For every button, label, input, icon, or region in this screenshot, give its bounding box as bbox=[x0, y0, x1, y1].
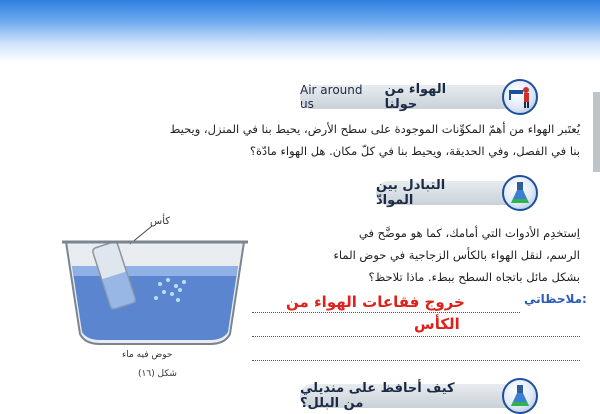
section2-title: التبادل بين الموادّ bbox=[376, 178, 446, 208]
section-header-napkin bbox=[300, 381, 522, 411]
basin-label: حوض فيه ماء bbox=[122, 350, 173, 360]
notes-line-1 bbox=[252, 312, 520, 313]
section2-instructions bbox=[252, 222, 580, 288]
section-title-en: Air around us bbox=[300, 83, 363, 111]
section-title-ar: الهواء من حولنا bbox=[384, 82, 447, 112]
flask-icon bbox=[502, 175, 538, 211]
header-band bbox=[0, 0, 600, 62]
notes-label: ملاحظاتي: bbox=[524, 292, 587, 306]
instr-line1: اِستخدِم الأدوات التي أمامك، كما هو موضَّح في bbox=[358, 226, 580, 240]
notes-line-3 bbox=[252, 360, 580, 361]
flask-icon bbox=[502, 378, 538, 414]
section1-paragraph bbox=[40, 118, 580, 162]
cup-label: كأس bbox=[150, 216, 171, 227]
page-edge-marker bbox=[593, 92, 600, 172]
figure-basin-experiment bbox=[60, 214, 250, 374]
section-header-air-around-us bbox=[300, 82, 522, 112]
section-header-exchange bbox=[376, 178, 522, 208]
section3-title: كيف أحافظ على منديلي من البلل؟ bbox=[300, 381, 455, 411]
notes-line-2 bbox=[252, 336, 580, 337]
instr-line2: الرسم، لنقل الهواء بالكأس الزجاجية في حوض الماء bbox=[333, 248, 580, 262]
figure-caption: شكل (١٦) bbox=[138, 369, 177, 379]
section1-line2: بنا في الفصل، وفي الحديقة، ويحيط بنا في كلّ مكان. هل الهواء مادّة؟ bbox=[249, 144, 580, 158]
handwritten-answer-line2: الكأس bbox=[414, 315, 460, 333]
instr-line3: بشكل مائل باتجاه السطح ببطء. ماذا تلاحظ؟ bbox=[368, 270, 580, 284]
experiment-person-icon bbox=[502, 79, 538, 115]
section1-line1: يُعتَبر الهواء من أهمّ المكوِّنات الموجودة على سطح الأرض، يحيط بنا في المنزل، ويحيط bbox=[169, 122, 580, 136]
handwritten-answer-line1: خروج فقاعات الهواء من bbox=[286, 293, 465, 311]
